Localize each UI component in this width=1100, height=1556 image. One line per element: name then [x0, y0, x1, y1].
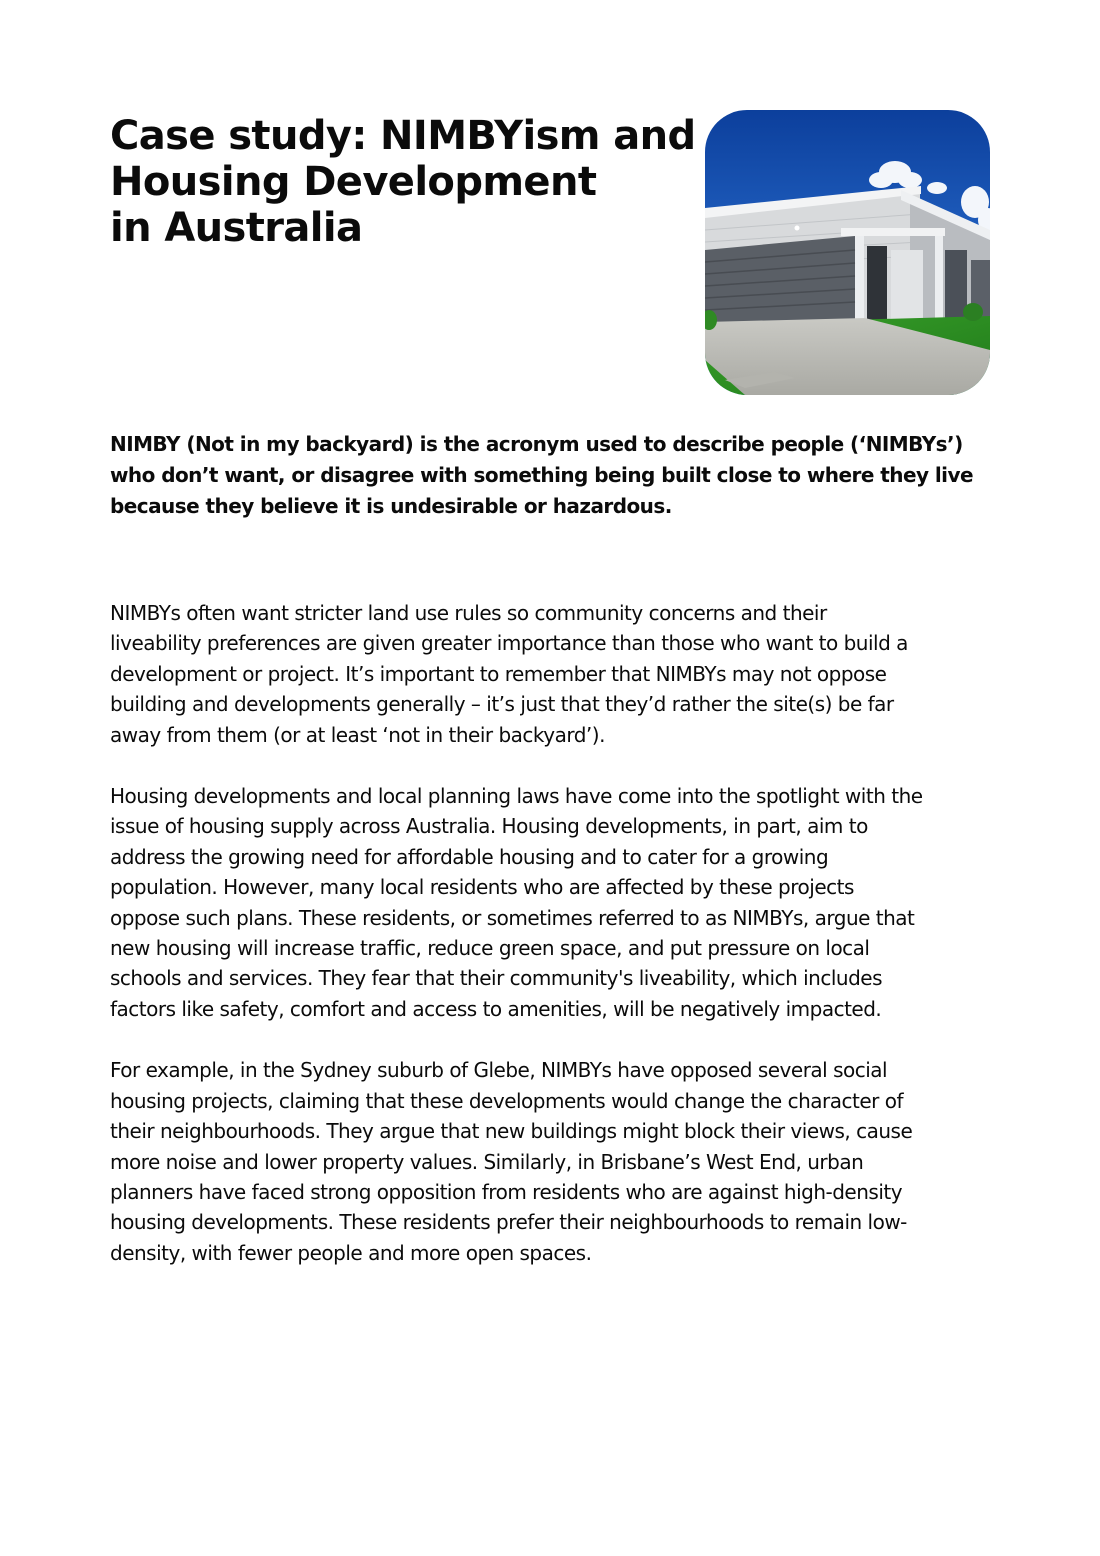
text-line: new housing will increase traffic, reduce green space, and put pressure on local: [110, 936, 870, 961]
text-line: housing developments. These residents prefer their neighbourhoods to remain low-: [110, 1210, 907, 1235]
title-line: Housing Development: [110, 159, 597, 205]
page-title: [110, 113, 696, 251]
text-line: population. However, many local residents who are affected by these projects: [110, 875, 854, 900]
text-line: For example, in the Sydney suburb of Glebe, NIMBYs have opposed several social: [110, 1058, 888, 1083]
text-line: liveability preferences are given greater importance than those who want to build a: [110, 631, 908, 656]
text-line: away from them (or at least ‘not in their backyard’).: [110, 722, 605, 747]
text-line: planners have faced strong opposition from residents who are against high-density: [110, 1179, 903, 1204]
intro-line: because they believe it is undesirable or hazardous.: [110, 494, 672, 518]
paragraph-housing-supply: [110, 781, 1010, 1024]
title-line: Case study: NIMBYism and: [110, 113, 696, 159]
text-line: schools and services. They fear that their community's liveability, which includes: [110, 966, 882, 991]
paragraph-nimby-rules: [110, 598, 1010, 750]
intro-paragraph: [110, 429, 1010, 522]
house-photo-icon: [705, 110, 990, 395]
title-line: in Australia: [110, 205, 363, 251]
text-line: factors like safety, comfort and access to amenities, will be negatively impacted.: [110, 996, 882, 1021]
text-line: development or project. It’s important to remember that NIMBYs may not oppose: [110, 661, 887, 686]
text-line: housing projects, claiming that these developments would change the character of: [110, 1088, 903, 1113]
text-line: NIMBYs often want stricter land use rules so community concerns and their: [110, 601, 827, 625]
text-line: density, with fewer people and more open spaces.: [110, 1240, 592, 1265]
paragraph-examples: [110, 1055, 1010, 1268]
text-line: issue of housing supply across Australia. Housing developments, in part, aim to: [110, 814, 868, 839]
text-line: building and developments generally – it’s just that they’d rather the site(s) be far: [110, 692, 894, 717]
text-line: Housing developments and local planning laws have come into the spotlight with the: [110, 784, 923, 809]
text-line: oppose such plans. These residents, or sometimes referred to as NIMBYs, argue that: [110, 905, 915, 930]
text-line: address the growing need for affordable housing and to cater for a growing: [110, 844, 829, 869]
house-photo: [705, 110, 990, 395]
body-text: [110, 598, 1010, 1299]
text-line: more noise and lower property values. Similarly, in Brisbane’s West End, urban: [110, 1149, 864, 1174]
text-line: their neighbourhoods. They argue that new buildings might block their views, cause: [110, 1119, 913, 1144]
intro-line: who don’t want, or disagree with something being built close to where they live: [110, 463, 973, 487]
intro-line: NIMBY (Not in my backyard) is the acronym used to describe people (‘NIMBYs’): [110, 432, 963, 456]
